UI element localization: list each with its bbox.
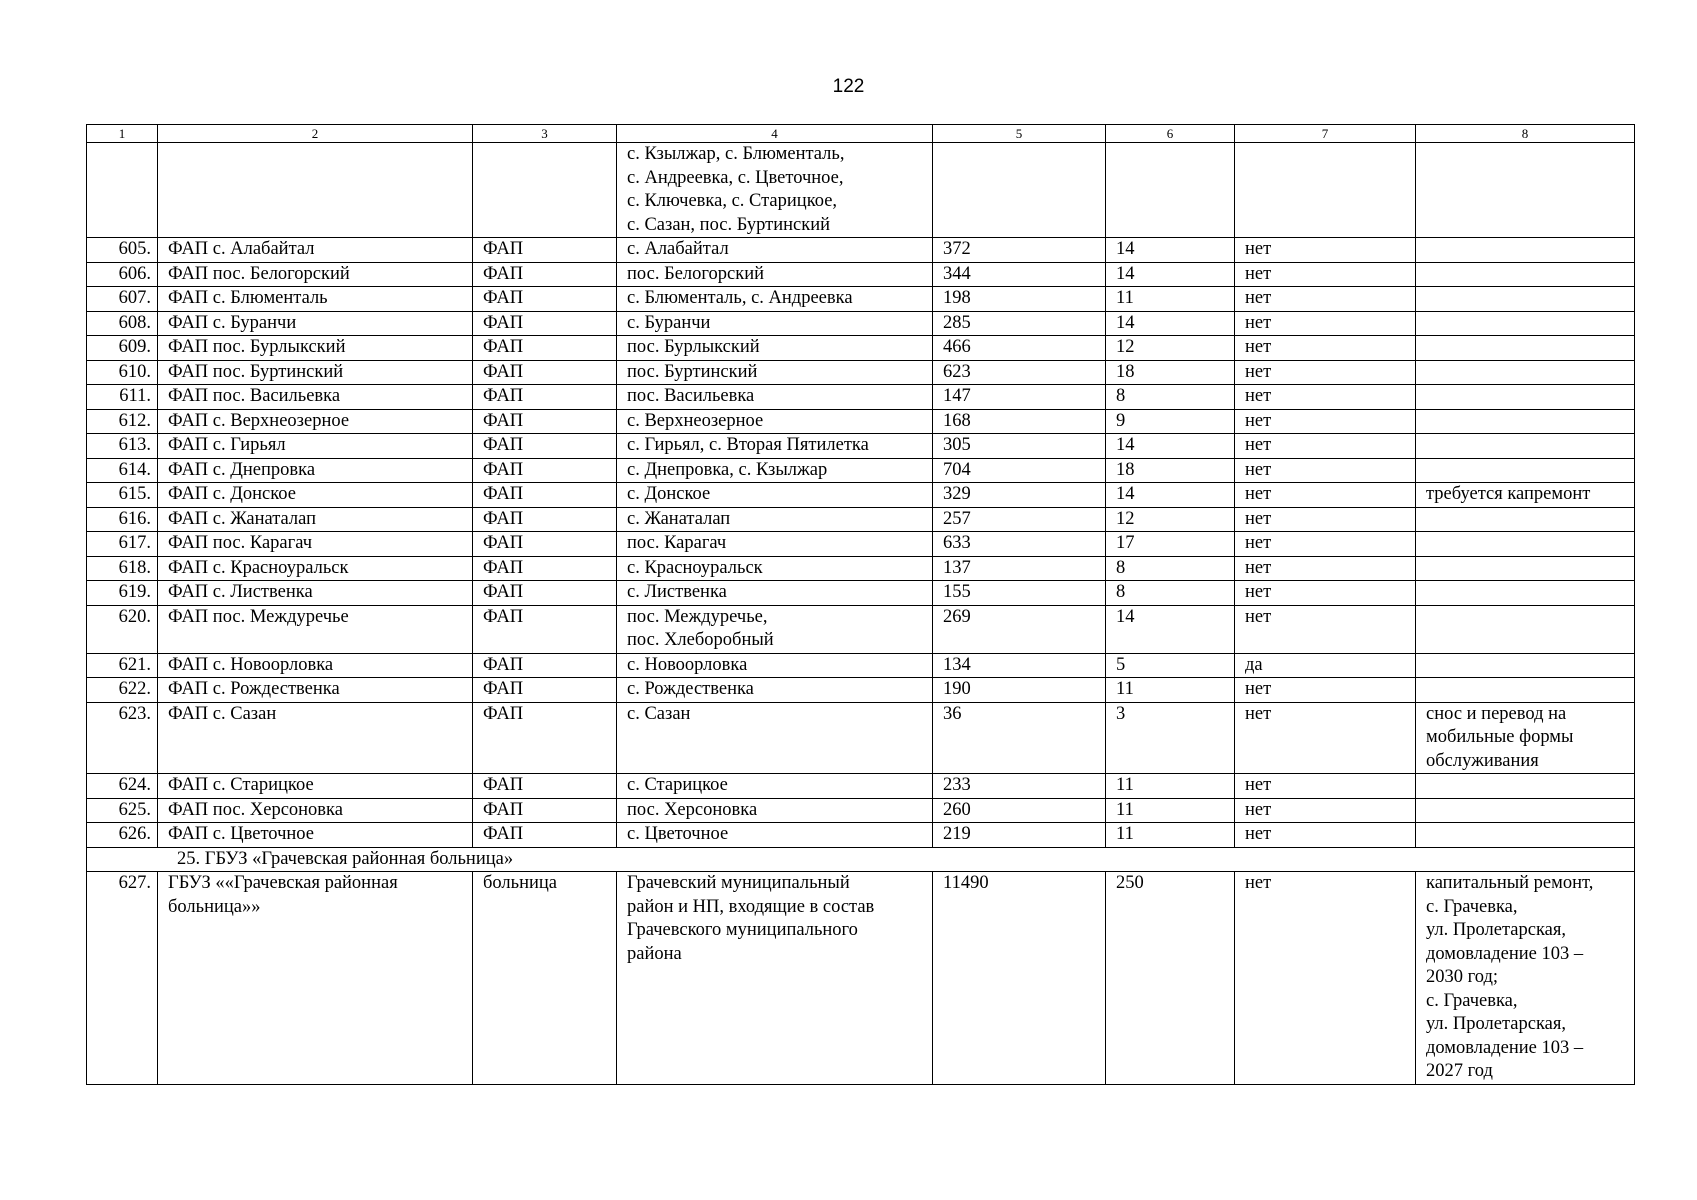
type-cell: ФАП [473, 311, 617, 336]
name-cell: ФАП с. Лиственка [158, 581, 473, 606]
table-row [87, 532, 1635, 557]
table-row [87, 238, 1635, 263]
area-cell: пос. Херсоновка [617, 798, 933, 823]
section-title: 25. ГБУЗ «Грачевская районная больница» [87, 847, 1635, 872]
area-cell: с. Лиственка [617, 581, 933, 606]
note-cell [1416, 581, 1635, 606]
note-cell [1416, 311, 1635, 336]
note-cell [1416, 143, 1635, 238]
population-cell: 344 [933, 262, 1106, 287]
staff-cell: 18 [1106, 458, 1235, 483]
name-cell: ФАП с. Рождественка [158, 678, 473, 703]
area-cell: с. Блюменталь, с. Андреевка [617, 287, 933, 312]
area-cell: с. Алабайтал [617, 238, 933, 263]
table-row [87, 434, 1635, 459]
area-cell: с. Старицкое [617, 774, 933, 799]
note-cell [1416, 653, 1635, 678]
table-row [87, 360, 1635, 385]
type-cell: ФАП [473, 458, 617, 483]
note-cell: снос и перевод на мобильные формы обслуживания [1416, 702, 1635, 774]
name-cell: ФАП пос. Междуречье [158, 605, 473, 653]
row-number-cell: 622. [87, 678, 158, 703]
name-cell: ФАП с. Жанаталап [158, 507, 473, 532]
table-row [87, 798, 1635, 823]
flag-cell: нет [1235, 360, 1416, 385]
staff-cell: 18 [1106, 360, 1235, 385]
staff-cell: 11 [1106, 287, 1235, 312]
note-cell [1416, 605, 1635, 653]
area-line: с. Кзылжар, с. Блюменталь, [627, 144, 845, 164]
name-cell: ФАП с. Днепровка [158, 458, 473, 483]
flag-cell: нет [1235, 702, 1416, 774]
table-row [87, 385, 1635, 410]
staff-cell: 3 [1106, 702, 1235, 774]
area-cell: с. Жанаталап [617, 507, 933, 532]
name-cell: ФАП с. Алабайтал [158, 238, 473, 263]
row-number-cell: 614. [87, 458, 158, 483]
staff-cell: 14 [1106, 262, 1235, 287]
row-number-cell: 617. [87, 532, 158, 557]
population-cell: 137 [933, 556, 1106, 581]
row-number-cell: 610. [87, 360, 158, 385]
staff-cell: 11 [1106, 678, 1235, 703]
row-number-cell: 625. [87, 798, 158, 823]
row-number-cell: 616. [87, 507, 158, 532]
name-cell: ФАП с. Блюменталь [158, 287, 473, 312]
row-number-cell: 611. [87, 385, 158, 410]
area-cell: с. Донское [617, 483, 933, 508]
name-cell: ФАП с. Цветочное [158, 823, 473, 848]
table-row [87, 872, 1635, 1085]
type-cell: ФАП [473, 385, 617, 410]
table-row [87, 287, 1635, 312]
staff-cell: 12 [1106, 507, 1235, 532]
area-cell: с. Сазан [617, 702, 933, 774]
population-cell: 147 [933, 385, 1106, 410]
staff-cell: 5 [1106, 653, 1235, 678]
row-number-cell: 605. [87, 238, 158, 263]
flag-cell: нет [1235, 823, 1416, 848]
row-number-cell: 608. [87, 311, 158, 336]
flag-cell: да [1235, 653, 1416, 678]
table-row [87, 774, 1635, 799]
row-number-cell: 615. [87, 483, 158, 508]
page-number: 122 [832, 76, 865, 97]
section-row [87, 847, 1635, 872]
population-cell: 285 [933, 311, 1106, 336]
staff-cell: 8 [1106, 581, 1235, 606]
population-cell: 260 [933, 798, 1106, 823]
type-cell: ФАП [473, 287, 617, 312]
table-row [87, 458, 1635, 483]
type-cell: ФАП [473, 823, 617, 848]
name-cell: ФАП пос. Бурлыкский [158, 336, 473, 361]
column-number: 1 [87, 125, 158, 143]
area-cell: с. Красноуральск [617, 556, 933, 581]
area-cell: пос. Бурлыкский [617, 336, 933, 361]
row-number-cell: 612. [87, 409, 158, 434]
flag-cell: нет [1235, 872, 1416, 1085]
flag-cell: нет [1235, 238, 1416, 263]
area-cell: пос. Белогорский [617, 262, 933, 287]
note-cell [1416, 336, 1635, 361]
area-cell: с. Днепровка, с. Кзылжар [617, 458, 933, 483]
flag-cell: нет [1235, 483, 1416, 508]
type-cell: больница [473, 872, 617, 1085]
note-cell: требуется капремонт [1416, 483, 1635, 508]
population-cell: 623 [933, 360, 1106, 385]
flag-cell: нет [1235, 458, 1416, 483]
note-cell [1416, 507, 1635, 532]
type-cell: ФАП [473, 581, 617, 606]
flag-cell: нет [1235, 385, 1416, 410]
type-cell: ФАП [473, 409, 617, 434]
note-cell [1416, 409, 1635, 434]
population-cell: 219 [933, 823, 1106, 848]
row-number-cell: 613. [87, 434, 158, 459]
population-cell: 466 [933, 336, 1106, 361]
table-row [87, 605, 1635, 653]
flag-cell: нет [1235, 287, 1416, 312]
staff-cell: 14 [1106, 483, 1235, 508]
table-row [87, 653, 1635, 678]
area-cell: с. Буранчи [617, 311, 933, 336]
population-cell: 305 [933, 434, 1106, 459]
area-cell: с. Цветочное [617, 823, 933, 848]
column-number: 3 [473, 125, 617, 143]
type-cell: ФАП [473, 702, 617, 774]
flag-cell: нет [1235, 556, 1416, 581]
staff-cell: 11 [1106, 798, 1235, 823]
column-number: 6 [1106, 125, 1235, 143]
flag-cell: нет [1235, 434, 1416, 459]
table-row [87, 702, 1635, 774]
staff-cell: 9 [1106, 409, 1235, 434]
flag-cell: нет [1235, 336, 1416, 361]
row-number-cell: 619. [87, 581, 158, 606]
row-number-cell: 626. [87, 823, 158, 848]
table-row [87, 311, 1635, 336]
note-cell [1416, 774, 1635, 799]
name-cell: ФАП с. Донское [158, 483, 473, 508]
population-cell: 329 [933, 483, 1106, 508]
population-cell: 134 [933, 653, 1106, 678]
staff-cell: 14 [1106, 605, 1235, 653]
note-cell [1416, 360, 1635, 385]
population-cell [933, 143, 1106, 238]
note-cell [1416, 556, 1635, 581]
column-number: 4 [617, 125, 933, 143]
table-row [87, 336, 1635, 361]
row-number-cell: 607. [87, 287, 158, 312]
area-cell: пос. Междуречье, пос. Хлеборобный [617, 605, 933, 653]
name-cell: ФАП с. Буранчи [158, 311, 473, 336]
table-row [87, 262, 1635, 287]
column-number-row [87, 125, 1635, 143]
type-cell: ФАП [473, 336, 617, 361]
flag-cell: нет [1235, 605, 1416, 653]
table-row [87, 409, 1635, 434]
type-cell: ФАП [473, 798, 617, 823]
row-number-cell: 621. [87, 653, 158, 678]
population-cell: 198 [933, 287, 1106, 312]
flag-cell: нет [1235, 581, 1416, 606]
row-number-cell: 618. [87, 556, 158, 581]
population-cell: 233 [933, 774, 1106, 799]
area-cell [617, 143, 933, 238]
population-cell: 190 [933, 678, 1106, 703]
type-cell: ФАП [473, 507, 617, 532]
staff-cell: 14 [1106, 311, 1235, 336]
staff-cell: 17 [1106, 532, 1235, 557]
name-cell [158, 143, 473, 238]
column-number: 5 [933, 125, 1106, 143]
table-row [87, 483, 1635, 508]
name-cell: ФАП с. Новоорловка [158, 653, 473, 678]
area-line: с. Ключевка, с. Старицкое, [627, 191, 838, 211]
type-cell: ФАП [473, 605, 617, 653]
type-cell: ФАП [473, 678, 617, 703]
facilities-table [86, 124, 1635, 1085]
type-cell [473, 143, 617, 238]
type-cell: ФАП [473, 532, 617, 557]
population-cell: 11490 [933, 872, 1106, 1085]
area-cell: пос. Васильевка [617, 385, 933, 410]
type-cell: ФАП [473, 262, 617, 287]
flag-cell: нет [1235, 409, 1416, 434]
name-cell: ФАП с. Сазан [158, 702, 473, 774]
staff-cell: 250 [1106, 872, 1235, 1085]
area-cell: пос. Карагач [617, 532, 933, 557]
area-cell: с. Новоорловка [617, 653, 933, 678]
staff-cell [1106, 143, 1235, 238]
area-line: с. Сазан, пос. Буртинский [627, 214, 831, 235]
name-cell: ФАП с. Красноуральск [158, 556, 473, 581]
population-cell: 168 [933, 409, 1106, 434]
type-cell: ФАП [473, 434, 617, 459]
note-cell [1416, 434, 1635, 459]
flag-cell [1235, 143, 1416, 238]
staff-cell: 14 [1106, 238, 1235, 263]
note-cell [1416, 238, 1635, 263]
row-number-cell: 606. [87, 262, 158, 287]
type-cell: ФАП [473, 556, 617, 581]
name-cell: ФАП пос. Буртинский [158, 360, 473, 385]
note-cell [1416, 287, 1635, 312]
flag-cell: нет [1235, 532, 1416, 557]
note-cell [1416, 385, 1635, 410]
flag-cell: нет [1235, 262, 1416, 287]
flag-cell: нет [1235, 798, 1416, 823]
type-cell: ФАП [473, 774, 617, 799]
continuation-row [87, 143, 1635, 238]
staff-cell: 11 [1106, 774, 1235, 799]
note-cell [1416, 262, 1635, 287]
name-cell: ФАП с. Верхнеозерное [158, 409, 473, 434]
name-cell: ФАП пос. Карагач [158, 532, 473, 557]
flag-cell: нет [1235, 311, 1416, 336]
flag-cell: нет [1235, 678, 1416, 703]
row-number-cell: 624. [87, 774, 158, 799]
population-cell: 704 [933, 458, 1106, 483]
row-number-cell: 623. [87, 702, 158, 774]
population-cell: 257 [933, 507, 1106, 532]
type-cell: ФАП [473, 360, 617, 385]
column-number: 7 [1235, 125, 1416, 143]
name-cell: ГБУЗ ««Грачевская районная больница»» [158, 872, 473, 1085]
table-row [87, 581, 1635, 606]
staff-cell: 11 [1106, 823, 1235, 848]
note-cell [1416, 823, 1635, 848]
row-number-cell [87, 143, 158, 238]
population-cell: 269 [933, 605, 1106, 653]
population-cell: 372 [933, 238, 1106, 263]
column-number: 2 [158, 125, 473, 143]
name-cell: ФАП пос. Херсоновка [158, 798, 473, 823]
table-row [87, 507, 1635, 532]
type-cell: ФАП [473, 653, 617, 678]
row-number-cell: 627. [87, 872, 158, 1085]
staff-cell: 14 [1106, 434, 1235, 459]
note-cell: капитальный ремонт, с. Грачевка, ул. Пролетарская, домовладение 103 – 2030 год; с. Грачевка, ул. Пролетарская, домовладение 103 – 2027 год [1416, 872, 1635, 1085]
area-cell: пос. Буртинский [617, 360, 933, 385]
staff-cell: 12 [1106, 336, 1235, 361]
area-cell: с. Гирьял, с. Вторая Пятилетка [617, 434, 933, 459]
name-cell: ФАП пос. Белогорский [158, 262, 473, 287]
area-cell: с. Верхнеозерное [617, 409, 933, 434]
table-row [87, 556, 1635, 581]
table-row [87, 678, 1635, 703]
table-row [87, 823, 1635, 848]
column-number: 8 [1416, 125, 1635, 143]
type-cell: ФАП [473, 483, 617, 508]
row-number-cell: 609. [87, 336, 158, 361]
note-cell [1416, 678, 1635, 703]
note-cell [1416, 458, 1635, 483]
area-cell: с. Рождественка [617, 678, 933, 703]
staff-cell: 8 [1106, 556, 1235, 581]
area-cell: Грачевский муниципальный район и НП, входящие в состав Грачевского муниципального района [617, 872, 933, 1085]
flag-cell: нет [1235, 507, 1416, 532]
note-cell [1416, 798, 1635, 823]
note-cell [1416, 532, 1635, 557]
population-cell: 36 [933, 702, 1106, 774]
type-cell: ФАП [473, 238, 617, 263]
population-cell: 633 [933, 532, 1106, 557]
staff-cell: 8 [1106, 385, 1235, 410]
name-cell: ФАП пос. Васильевка [158, 385, 473, 410]
row-number-cell: 620. [87, 605, 158, 653]
name-cell: ФАП с. Старицкое [158, 774, 473, 799]
area-line: с. Андреевка, с. Цветочное, [627, 167, 844, 188]
population-cell: 155 [933, 581, 1106, 606]
flag-cell: нет [1235, 774, 1416, 799]
name-cell: ФАП с. Гирьял [158, 434, 473, 459]
